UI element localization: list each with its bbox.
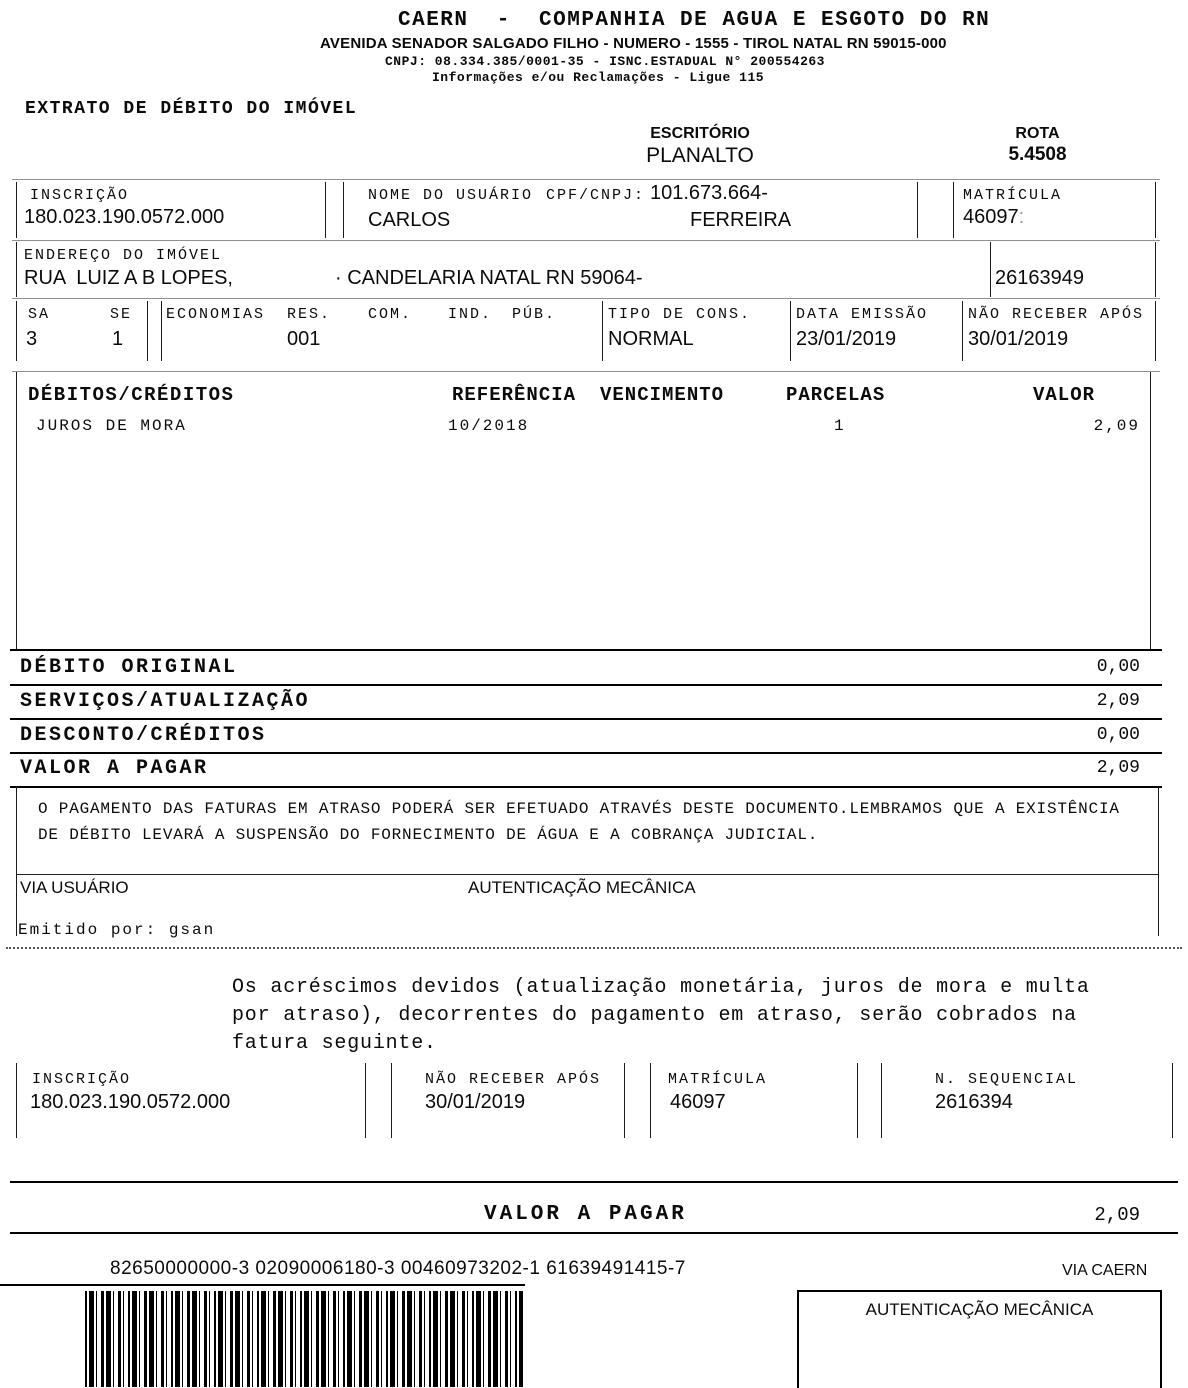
- nome-usuario-label: NOME DO USUÁRIO: [368, 187, 534, 204]
- rule: [365, 1063, 366, 1138]
- rule: [325, 182, 326, 238]
- rule: [602, 301, 603, 361]
- document-title: EXTRATO DE DÉBITO DO IMÓVEL: [25, 99, 358, 119]
- sequencial-label: N. SEQUENCIAL: [935, 1071, 1079, 1088]
- debit-row-parcelas: 1: [834, 417, 846, 435]
- sequencial-value: 2616394: [935, 1091, 1013, 1113]
- rule: [881, 1063, 882, 1138]
- cpf-cnpj-value: 101.673.664-: [650, 182, 768, 204]
- via-usuario-label: VIA USUÁRIO: [20, 878, 129, 897]
- total-label-debito-original: DÉBITO ORIGINAL: [20, 656, 238, 679]
- tipo-cons-label: TIPO DE CONS.: [608, 306, 752, 323]
- rule: [391, 1063, 392, 1138]
- endereco-label: ENDEREÇO DO IMÓVEL: [24, 247, 223, 264]
- rule: [10, 1232, 1178, 1234]
- se-value: 1: [112, 328, 124, 350]
- matricula-bottom-value: 46097: [670, 1091, 726, 1113]
- rule: [990, 242, 991, 297]
- total-label-desconto: DESCONTO/CRÉDITOS: [20, 724, 267, 747]
- total-value-servicos: 2,09: [1096, 691, 1140, 711]
- user-last-name: FERREIRA: [690, 209, 792, 231]
- rule: [16, 301, 17, 361]
- rule: [16, 874, 1158, 875]
- nao-receber-bottom-value: 30/01/2019: [425, 1091, 526, 1113]
- company-info-line: Informações e/ou Reclamações - Ligue 115: [432, 70, 765, 85]
- matricula-value: [963, 206, 1024, 229]
- rule: [16, 242, 17, 297]
- economias-label: ECONOMIAS: [166, 306, 266, 323]
- valor-a-pagar-label: VALOR A PAGAR: [484, 1203, 687, 1226]
- rota-label: ROTA: [1015, 125, 1060, 142]
- rule: [12, 298, 1160, 299]
- rule: [1155, 182, 1156, 238]
- rule: [1158, 786, 1159, 874]
- sa-value: 3: [26, 328, 38, 350]
- rule: [962, 301, 963, 361]
- rule: [624, 1063, 625, 1138]
- total-label-valor-a-pagar: VALOR A PAGAR: [20, 757, 209, 780]
- data-emissao-label: DATA EMISSÃO: [796, 306, 929, 323]
- rule: [650, 1063, 651, 1138]
- matricula-label: MATRÍCULA: [963, 187, 1063, 204]
- rule: [1158, 874, 1159, 936]
- res-label: RES.: [287, 306, 332, 323]
- rule: [12, 371, 1160, 372]
- rule: [16, 372, 17, 649]
- rule: [343, 182, 344, 238]
- codigo-value: 26163949: [995, 267, 1084, 289]
- inscricao-bottom-label: INSCRIÇÃO: [32, 1071, 132, 1088]
- rule: [16, 874, 17, 936]
- inscricao-value: 180.023.190.0572.000: [24, 206, 225, 228]
- total-value-debito-original: 0,00: [1096, 657, 1140, 677]
- se-label: SE: [110, 306, 133, 323]
- rule: [12, 179, 1160, 180]
- tear-line: [6, 947, 1182, 949]
- barcode-digits: 82650000000-3 02090006180-3 00460973202-1 61639491415-7: [110, 1258, 686, 1279]
- matricula-artifact: :: [1018, 206, 1025, 228]
- matricula-bottom-label: MATRÍCULA: [668, 1071, 768, 1088]
- pub-label: PÚB.: [512, 306, 557, 323]
- autenticacao-mecanica-box: [797, 1290, 1162, 1388]
- rule: [10, 786, 1162, 788]
- autenticacao-mecanica-label: AUTENTICAÇÃO MECÂNICA: [468, 878, 696, 897]
- acrescimos-line-2: por atraso), decorrentes do pagamento em atraso, serão cobrados na: [232, 1004, 1077, 1027]
- debit-row-valor: 2,09: [1093, 417, 1140, 435]
- rule: [10, 684, 1162, 686]
- user-first-name: CARLOS: [368, 209, 451, 231]
- notice-line-2: DE DÉBITO LEVARÁ A SUSPENSÃO DO FORNECIMENTO DE ÁGUA E A COBRANÇA JUDICIAL.: [38, 826, 819, 844]
- rule: [12, 240, 1160, 241]
- com-label: COM.: [368, 306, 413, 323]
- rule: [0, 1284, 525, 1286]
- rule: [16, 786, 17, 874]
- company-cnpj-line: CNPJ: 08.334.385/0001-35 - ISNC.ESTADUAL N° 200554263: [385, 54, 825, 69]
- escritorio-label: ESCRITÓRIO: [650, 125, 750, 142]
- escritorio-value: PLANALTO: [646, 144, 754, 167]
- debit-row-description: JUROS DE MORA: [36, 417, 187, 435]
- sa-label: SA: [28, 306, 51, 323]
- rule: [857, 1063, 858, 1138]
- total-value-desconto: 0,00: [1096, 725, 1140, 745]
- nao-receber-value: 30/01/2019: [968, 328, 1069, 350]
- endereco-street: RUA LUIZ A B LOPES,: [24, 267, 233, 289]
- company-address: AVENIDA SENADOR SALGADO FILHO - NUMERO - 1555 - TIROL NATAL RN 59015-000: [320, 35, 947, 52]
- endereco-city: · CANDELARIA NATAL RN 59064-: [335, 267, 643, 289]
- debit-row-referencia: 10/2018: [448, 417, 530, 435]
- autenticacao-mecanica-bottom-label: AUTENTICAÇÃO MECÂNICA: [865, 1300, 1094, 1319]
- debits-header-debitos: DÉBITOS/CRÉDITOS: [28, 384, 235, 406]
- debits-header-vencimento: VENCIMENTO: [600, 384, 725, 406]
- valor-a-pagar-value: 2,09: [1094, 1204, 1140, 1226]
- total-label-servicos: SERVIÇOS/ATUALIZAÇÃO: [20, 690, 311, 713]
- rule: [790, 301, 791, 361]
- rule: [161, 301, 162, 361]
- company-title: CAERN - COMPANHIA DE AGUA E ESGOTO DO RN: [398, 9, 991, 32]
- barcode: [85, 1291, 523, 1387]
- ind-label: IND.: [448, 306, 493, 323]
- nao-receber-label: NÃO RECEBER APÓS: [968, 306, 1145, 323]
- res-value: 001: [287, 328, 321, 350]
- rule: [16, 182, 17, 238]
- inscricao-bottom-value: 180.023.190.0572.000: [30, 1091, 231, 1113]
- rule: [1155, 242, 1156, 297]
- rule: [953, 182, 954, 238]
- rule: [10, 752, 1162, 754]
- matricula-number: 46097: [963, 206, 1019, 228]
- emitido-por-label: Emitido por: gsan: [18, 921, 216, 939]
- debits-header-valor: VALOR: [1032, 384, 1095, 406]
- rule: [1150, 372, 1151, 649]
- debits-header-parcelas: PARCELAS: [786, 384, 886, 406]
- rule: [1172, 1063, 1173, 1138]
- rule: [1155, 301, 1156, 361]
- rule: [10, 718, 1162, 720]
- rule: [10, 1181, 1178, 1183]
- inscricao-label: INSCRIÇÃO: [30, 187, 130, 204]
- acrescimos-line-3: fatura seguinte.: [232, 1032, 437, 1055]
- rule: [10, 649, 1162, 651]
- rule: [16, 1063, 17, 1138]
- rule: [147, 301, 148, 361]
- debits-header-referencia: REFERÊNCIA: [452, 384, 577, 406]
- notice-line-1: O PAGAMENTO DAS FATURAS EM ATRASO PODERÁ SER EFETUADO ATRAVÉS DESTE DOCUMENTO.LEMBRAMOS QUE A EXISTÊNCIA: [38, 800, 1120, 818]
- cpf-cnpj-label: CPF/CNPJ:: [546, 187, 646, 204]
- rule: [917, 182, 918, 238]
- rota-value: 5.4508: [1008, 144, 1067, 165]
- acrescimos-line-1: Os acréscimos devidos (atualização monetária, juros de mora e multa: [232, 976, 1090, 999]
- via-caern-label: VIA CAERN: [1062, 1262, 1148, 1279]
- nao-receber-bottom-label: NÃO RECEBER APÓS: [425, 1071, 602, 1088]
- tipo-cons-value: NORMAL: [608, 328, 694, 350]
- data-emissao-value: 23/01/2019: [796, 328, 897, 350]
- total-value-valor-a-pagar: 2,09: [1096, 758, 1140, 778]
